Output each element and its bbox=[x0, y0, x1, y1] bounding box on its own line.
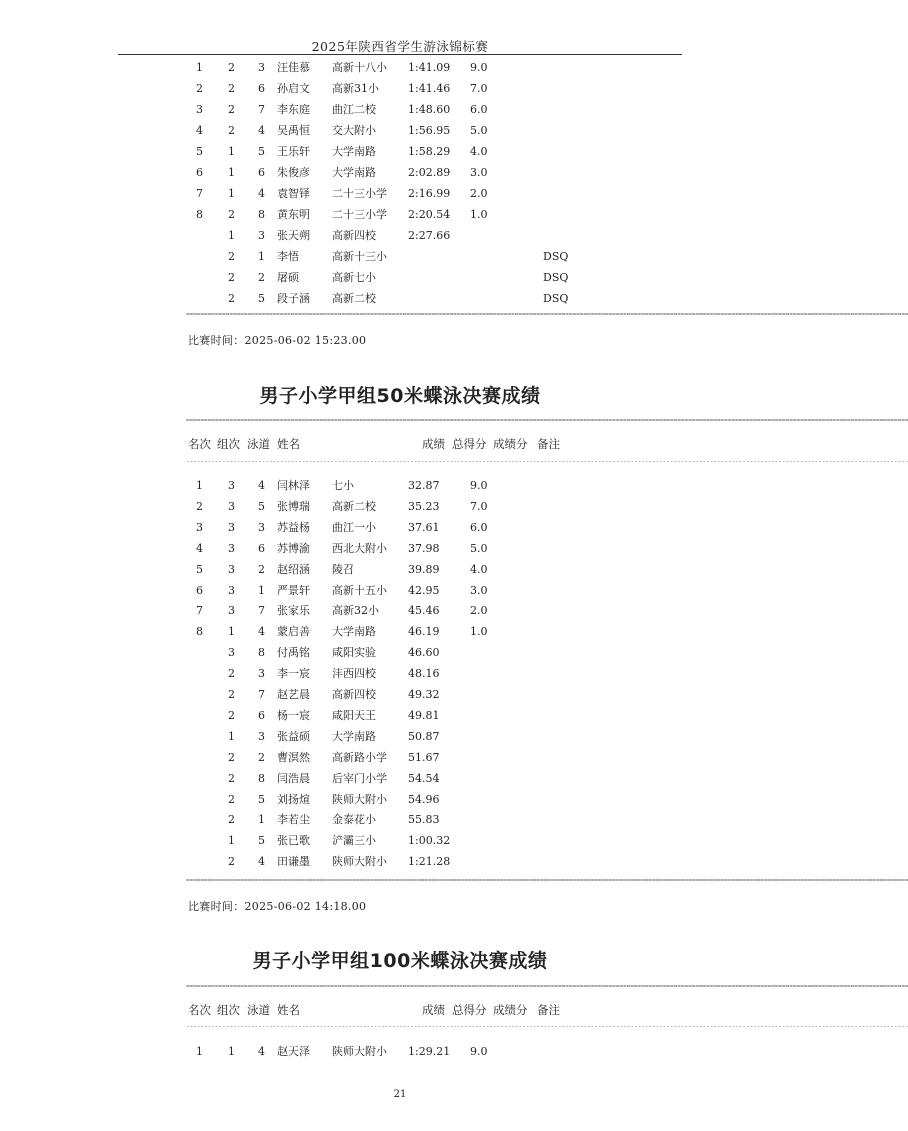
table-row bbox=[0, 790, 800, 810]
cell-group: 3 bbox=[228, 562, 235, 576]
cell-lane: 6 bbox=[258, 708, 265, 722]
table-row bbox=[0, 289, 800, 309]
page-number: 21 bbox=[393, 1089, 407, 1100]
cell-team: 二十三小学 bbox=[332, 208, 387, 221]
cell-team: 陕师大附小 bbox=[332, 855, 387, 869]
cell-rank: 4 bbox=[196, 124, 203, 137]
cell-name: 朱俊彦 bbox=[277, 166, 310, 179]
cell-time: 37.98 bbox=[408, 541, 440, 555]
cell-team: 高新32小 bbox=[332, 604, 379, 618]
cell-group: 1 bbox=[228, 834, 235, 848]
cell-time: 55.83 bbox=[408, 813, 440, 827]
cell-group: 2 bbox=[228, 82, 235, 95]
cell-team: 高新十三小 bbox=[332, 250, 387, 263]
cell-group: 2 bbox=[228, 61, 235, 74]
cell-name: 李东庭 bbox=[277, 103, 310, 116]
cell-group: 2 bbox=[228, 855, 235, 869]
cell-group: 3 bbox=[228, 646, 235, 660]
cell-rank: 8 bbox=[196, 625, 203, 639]
cell-time: 1:56.95 bbox=[408, 124, 451, 137]
cell-score: 6.0 bbox=[470, 520, 488, 534]
cell-lane: 4 bbox=[258, 855, 265, 869]
cell-lane: 3 bbox=[258, 61, 265, 74]
cell-time: 50.87 bbox=[408, 729, 440, 743]
cell-name: 李悟 bbox=[277, 250, 299, 263]
table-row bbox=[0, 539, 800, 559]
cell-lane: 5 bbox=[258, 145, 265, 158]
table-row bbox=[0, 497, 800, 517]
table-row bbox=[0, 205, 800, 225]
table-row bbox=[0, 643, 800, 663]
column-header-time: 成绩 bbox=[422, 1003, 445, 1017]
cell-name: 张天朔 bbox=[277, 229, 310, 242]
cell-team: 高新二校 bbox=[332, 499, 376, 513]
cell-team: 沣西四校 bbox=[332, 667, 376, 681]
cell-rank: 5 bbox=[196, 562, 203, 576]
column-header-rank: 名次 bbox=[188, 437, 211, 451]
cell-group: 2 bbox=[228, 813, 235, 827]
cell-time: 1:58.29 bbox=[408, 145, 451, 158]
table-row bbox=[0, 518, 800, 538]
cell-team: 大学南路 bbox=[332, 166, 376, 179]
cell-group: 1 bbox=[228, 166, 235, 179]
cell-group: 2 bbox=[228, 271, 235, 284]
cell-time: 1:29.21 bbox=[408, 1045, 451, 1058]
cell-group: 1 bbox=[228, 187, 235, 200]
cell-group: 3 bbox=[228, 541, 235, 555]
cell-score: 5.0 bbox=[470, 541, 488, 555]
column-header-rank: 名次 bbox=[188, 1003, 211, 1017]
cell-name: 张已歌 bbox=[277, 834, 310, 848]
cell-team: 二十三小学 bbox=[332, 187, 387, 200]
table-row bbox=[0, 727, 800, 747]
cell-team: 高新四校 bbox=[332, 229, 376, 242]
cell-name: 闫浩晨 bbox=[277, 771, 310, 785]
cell-name: 汪佳慕 bbox=[277, 61, 310, 74]
cell-rank: 6 bbox=[196, 583, 203, 597]
cell-score: 4.0 bbox=[470, 562, 488, 576]
cell-time: 45.46 bbox=[408, 604, 440, 618]
column-header-time: 成绩 bbox=[422, 437, 445, 451]
cell-name: 刘扬煊 bbox=[277, 792, 310, 806]
cell-score: 2.0 bbox=[470, 604, 488, 618]
cell-name: 蒙启善 bbox=[277, 625, 310, 639]
cell-name: 闫林泽 bbox=[277, 479, 310, 492]
dashed-rule: -------------------------------------------------------------------------------------------------------------------------------------------------------------------------------------------------------- bbox=[186, 1023, 908, 1030]
cell-lane: 3 bbox=[258, 229, 265, 242]
column-header-note: 备注 bbox=[537, 437, 560, 451]
cell-time: 1:21.28 bbox=[408, 855, 451, 869]
cell-lane: 3 bbox=[258, 729, 265, 743]
double-rule: ======================================================================================================================================================================================================== bbox=[186, 417, 908, 424]
cell-lane: 7 bbox=[258, 103, 265, 116]
cell-time: 37.61 bbox=[408, 520, 440, 534]
cell-team: 浐灞三小 bbox=[332, 834, 376, 848]
cell-time: 42.95 bbox=[408, 583, 440, 597]
dashed-rule: -------------------------------------------------------------------------------------------------------------------------------------------------------------------------------------------------------- bbox=[186, 458, 908, 465]
cell-time: 49.32 bbox=[408, 688, 440, 701]
cell-time: 1:00.32 bbox=[408, 834, 451, 848]
cell-group: 2 bbox=[228, 688, 235, 701]
cell-name: 李一宸 bbox=[277, 667, 310, 681]
cell-group: 2 bbox=[228, 250, 235, 263]
table-row bbox=[0, 247, 800, 267]
cell-score: 9.0 bbox=[470, 61, 488, 74]
cell-group: 2 bbox=[228, 124, 235, 137]
cell-rank: 3 bbox=[196, 520, 203, 534]
cell-name: 苏益杨 bbox=[277, 520, 310, 534]
cell-lane: 2 bbox=[258, 750, 265, 764]
cell-lane: 8 bbox=[258, 771, 265, 785]
column-header-note: 备注 bbox=[537, 1003, 560, 1017]
cell-lane: 1 bbox=[258, 813, 265, 827]
table-row bbox=[0, 142, 800, 162]
cell-lane: 4 bbox=[258, 1045, 265, 1058]
cell-time: 54.96 bbox=[408, 792, 440, 806]
cell-group: 1 bbox=[228, 625, 235, 639]
cell-team: 金泰花小 bbox=[332, 813, 376, 827]
table-row bbox=[0, 184, 800, 204]
column-header-score: 成绩分 bbox=[493, 1003, 528, 1017]
cell-team: 高新十五小 bbox=[332, 583, 387, 597]
cell-lane: 6 bbox=[258, 82, 265, 95]
table-row bbox=[0, 268, 800, 288]
cell-team: 七小 bbox=[332, 479, 354, 492]
cell-group: 1 bbox=[228, 1045, 235, 1058]
match-time: 比赛时间：2025-06-02 14:18.00 bbox=[188, 900, 367, 913]
cell-team: 大学南路 bbox=[332, 729, 376, 743]
header-rule bbox=[118, 54, 682, 55]
cell-team: 大学南路 bbox=[332, 625, 376, 639]
cell-team: 高新十八小 bbox=[332, 61, 387, 74]
cell-rank: 8 bbox=[196, 208, 203, 221]
cell-team: 咸阳实验 bbox=[332, 646, 376, 660]
cell-name: 付禹铭 bbox=[277, 646, 310, 660]
cell-lane: 2 bbox=[258, 271, 265, 284]
cell-team: 陵召 bbox=[332, 562, 354, 576]
double-rule: ======================================================================================================================================================================================================== bbox=[186, 877, 908, 884]
cell-group: 2 bbox=[228, 667, 235, 681]
cell-team: 陕师大附小 bbox=[332, 1045, 387, 1058]
cell-name: 张博瑞 bbox=[277, 499, 310, 513]
table-row bbox=[0, 769, 800, 789]
cell-lane: 2 bbox=[258, 562, 265, 576]
cell-rank: 1 bbox=[196, 479, 203, 492]
cell-name: 赵天泽 bbox=[277, 1045, 310, 1058]
cell-time: 54.54 bbox=[408, 771, 440, 785]
cell-team: 陕师大附小 bbox=[332, 792, 387, 806]
table-row bbox=[0, 476, 800, 496]
section-title: 男子小学甲组100米蝶泳决赛成绩 bbox=[252, 950, 548, 972]
cell-score: 3.0 bbox=[470, 166, 488, 179]
cell-rank: 5 bbox=[196, 145, 203, 158]
cell-score: 1.0 bbox=[470, 625, 488, 639]
cell-rank: 7 bbox=[196, 604, 203, 618]
cell-group: 2 bbox=[228, 792, 235, 806]
match-time: 比赛时间：2025-06-02 15:23.00 bbox=[188, 334, 367, 347]
column-header-score: 成绩分 bbox=[493, 437, 528, 451]
cell-name: 赵绍涵 bbox=[277, 562, 310, 576]
cell-rank: 2 bbox=[196, 82, 203, 95]
cell-note: DSQ bbox=[543, 250, 569, 263]
table-row bbox=[0, 748, 800, 768]
page-header-title: 2025年陕西省学生游泳锦标赛 bbox=[311, 39, 489, 54]
cell-team: 咸阳天王 bbox=[332, 708, 376, 722]
column-header-points: 总得分 bbox=[452, 1003, 487, 1017]
cell-group: 3 bbox=[228, 583, 235, 597]
cell-name: 王乐轩 bbox=[277, 145, 310, 158]
table-row bbox=[0, 163, 800, 183]
cell-score: 3.0 bbox=[470, 583, 488, 597]
cell-lane: 5 bbox=[258, 499, 265, 513]
cell-note: DSQ bbox=[543, 292, 569, 305]
cell-score: 6.0 bbox=[470, 103, 488, 116]
cell-team: 高新路小学 bbox=[332, 750, 387, 764]
cell-group: 3 bbox=[228, 499, 235, 513]
cell-name: 李若尘 bbox=[277, 813, 310, 827]
cell-team: 曲江一小 bbox=[332, 520, 376, 534]
cell-group: 3 bbox=[228, 479, 235, 492]
cell-score: 7.0 bbox=[470, 499, 488, 513]
table-row bbox=[0, 706, 800, 726]
cell-lane: 5 bbox=[258, 292, 265, 305]
table-row bbox=[0, 852, 800, 872]
cell-score: 2.0 bbox=[470, 187, 488, 200]
cell-group: 2 bbox=[228, 750, 235, 764]
cell-name: 杨一宸 bbox=[277, 708, 310, 722]
cell-name: 田谦墨 bbox=[277, 855, 310, 869]
table-row bbox=[0, 664, 800, 684]
cell-time: 1:41.46 bbox=[408, 82, 451, 95]
cell-time: 39.89 bbox=[408, 562, 440, 576]
column-header-group: 组次 bbox=[217, 437, 240, 451]
cell-lane: 5 bbox=[258, 834, 265, 848]
column-header-points: 总得分 bbox=[452, 437, 487, 451]
table-row bbox=[0, 601, 800, 621]
table-row bbox=[0, 121, 800, 141]
cell-lane: 7 bbox=[258, 688, 265, 701]
cell-lane: 6 bbox=[258, 166, 265, 179]
table-row bbox=[0, 79, 800, 99]
table-row bbox=[0, 810, 800, 830]
cell-time: 1:48.60 bbox=[408, 103, 451, 116]
cell-lane: 8 bbox=[258, 208, 265, 221]
cell-time: 2:16.99 bbox=[408, 187, 451, 200]
cell-team: 高新七小 bbox=[332, 271, 376, 284]
cell-lane: 4 bbox=[258, 625, 265, 639]
cell-score: 7.0 bbox=[470, 82, 488, 95]
cell-name: 段子涵 bbox=[277, 292, 310, 305]
table-row bbox=[0, 100, 800, 120]
cell-time: 49.81 bbox=[408, 708, 440, 722]
cell-lane: 3 bbox=[258, 520, 265, 534]
cell-group: 2 bbox=[228, 292, 235, 305]
cell-name: 张益硕 bbox=[277, 729, 310, 743]
cell-group: 1 bbox=[228, 145, 235, 158]
cell-time: 35.23 bbox=[408, 499, 440, 513]
cell-rank: 4 bbox=[196, 541, 203, 555]
cell-team: 高新31小 bbox=[332, 82, 379, 95]
cell-lane: 6 bbox=[258, 541, 265, 555]
cell-time: 46.60 bbox=[408, 646, 440, 660]
cell-lane: 4 bbox=[258, 124, 265, 137]
cell-lane: 8 bbox=[258, 646, 265, 660]
cell-name: 孙启文 bbox=[277, 82, 310, 95]
cell-name: 苏博渝 bbox=[277, 541, 310, 555]
cell-score: 1.0 bbox=[470, 208, 488, 221]
column-header-lane: 泳道 bbox=[247, 1003, 270, 1017]
cell-group: 3 bbox=[228, 604, 235, 618]
double-rule: ======================================================================================================================================================================================================== bbox=[186, 311, 908, 318]
cell-team: 西北大附小 bbox=[332, 541, 387, 555]
table-row bbox=[0, 831, 800, 851]
table-row bbox=[0, 1042, 800, 1062]
cell-rank: 1 bbox=[196, 61, 203, 74]
table-row bbox=[0, 58, 800, 78]
cell-lane: 4 bbox=[258, 187, 265, 200]
cell-rank: 2 bbox=[196, 499, 203, 513]
cell-score: 5.0 bbox=[470, 124, 488, 137]
column-headers bbox=[0, 1000, 800, 1020]
cell-lane: 5 bbox=[258, 792, 265, 806]
cell-time: 2:27.66 bbox=[408, 229, 451, 242]
cell-rank: 1 bbox=[196, 1045, 203, 1058]
cell-time: 1:41.09 bbox=[408, 61, 451, 74]
table-row bbox=[0, 226, 800, 246]
cell-team: 交大附小 bbox=[332, 124, 376, 137]
cell-rank: 6 bbox=[196, 166, 203, 179]
cell-time: 48.16 bbox=[408, 667, 440, 681]
cell-lane: 7 bbox=[258, 604, 265, 618]
column-header-name: 姓名 bbox=[277, 437, 300, 451]
cell-score: 9.0 bbox=[470, 1045, 488, 1058]
cell-name: 吴禹恒 bbox=[277, 124, 310, 137]
cell-group: 2 bbox=[228, 708, 235, 722]
cell-time: 2:02.89 bbox=[408, 166, 451, 179]
cell-team: 曲江二校 bbox=[332, 103, 376, 116]
cell-name: 赵艺晨 bbox=[277, 688, 310, 701]
cell-time: 32.87 bbox=[408, 479, 440, 492]
cell-time: 51.67 bbox=[408, 750, 440, 764]
column-header-lane: 泳道 bbox=[247, 437, 270, 451]
cell-score: 9.0 bbox=[470, 479, 488, 492]
double-rule: ======================================================================================================================================================================================================== bbox=[186, 983, 908, 990]
cell-team: 高新四校 bbox=[332, 688, 376, 701]
cell-name: 黄东明 bbox=[277, 208, 310, 221]
cell-group: 1 bbox=[228, 729, 235, 743]
cell-note: DSQ bbox=[543, 271, 569, 284]
cell-rank: 7 bbox=[196, 187, 203, 200]
cell-name: 袁智铎 bbox=[277, 187, 310, 200]
cell-group: 2 bbox=[228, 103, 235, 116]
cell-lane: 3 bbox=[258, 667, 265, 681]
cell-name: 屠硕 bbox=[277, 271, 299, 284]
cell-name: 曹溟然 bbox=[277, 750, 310, 764]
cell-group: 1 bbox=[228, 229, 235, 242]
cell-team: 后宰门小学 bbox=[332, 771, 387, 785]
column-header-name: 姓名 bbox=[277, 1003, 300, 1017]
cell-team: 高新二校 bbox=[332, 292, 376, 305]
cell-time: 2:20.54 bbox=[408, 208, 451, 221]
section-title: 男子小学甲组50米蝶泳决赛成绩 bbox=[259, 385, 541, 407]
cell-group: 2 bbox=[228, 771, 235, 785]
column-header-group: 组次 bbox=[217, 1003, 240, 1017]
cell-lane: 1 bbox=[258, 583, 265, 597]
cell-time: 46.19 bbox=[408, 625, 440, 639]
table-row bbox=[0, 622, 800, 642]
table-row bbox=[0, 581, 800, 601]
cell-rank: 3 bbox=[196, 103, 203, 116]
cell-lane: 1 bbox=[258, 250, 265, 263]
cell-score: 4.0 bbox=[470, 145, 488, 158]
cell-lane: 4 bbox=[258, 479, 265, 492]
cell-team: 大学南路 bbox=[332, 145, 376, 158]
cell-name: 严景轩 bbox=[277, 583, 310, 597]
table-row bbox=[0, 685, 800, 705]
column-headers bbox=[0, 434, 800, 454]
cell-group: 2 bbox=[228, 208, 235, 221]
cell-group: 3 bbox=[228, 520, 235, 534]
table-row bbox=[0, 560, 800, 580]
cell-name: 张家乐 bbox=[277, 604, 310, 618]
